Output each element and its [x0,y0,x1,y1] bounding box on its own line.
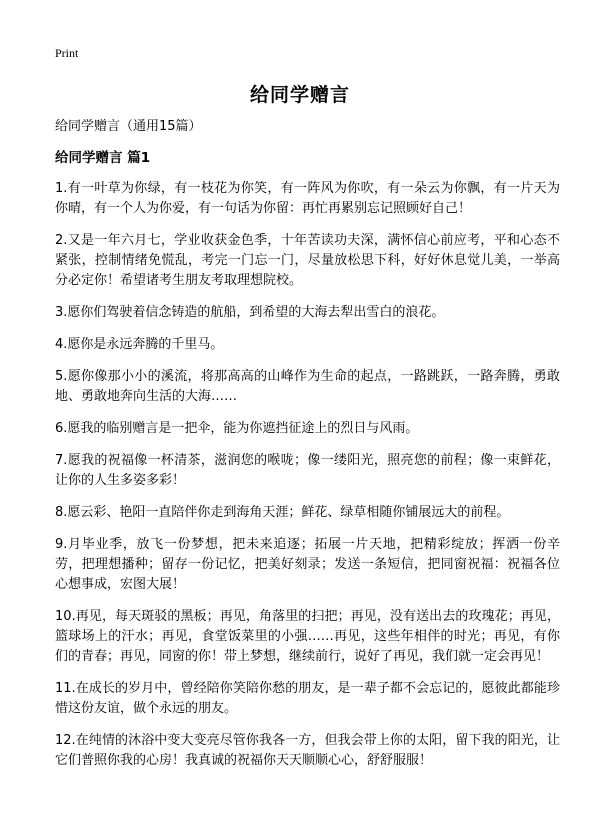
paragraph-7: 7.愿我的祝福像一杯清茶，滋润您的喉咙；像一缕阳光，照亮您的前程；像一束鲜花，让你的人生多姿多彩！ [55,453,560,488]
print-link[interactable]: Print [55,46,79,60]
paragraph-12: 12.在纯情的沐浴中变大变亮尽管你我各一方，但我会带上你的太阳，留下我的阳光，让它们普照你我的心房！我真诚的祝福你天天顺顺心心，舒舒服服！ [55,733,560,768]
paragraph-9: 9.月毕业季，放飞一份梦想，把未来追逐；拓展一片天地，把精彩绽放；挥洒一份辛劳，把理想播种；留存一份记忆，把美好刻录；发送一条短信，把同窗祝福：祝福各位心想事成，宏图大展！ [55,537,560,592]
section-heading: 给同学赠言 篇1 [55,150,151,166]
paragraph-1: 1.有一叶草为你绿，有一枝花为你笑，有一阵风为你吹，有一朵云为你飘，有一片天为你晴，有一个人为你爱，有一句话为你留：再忙再累别忘记照顾好自己！ [55,181,560,216]
paragraph-10: 10.再见，每天斑驳的黑板；再见，角落里的扫把；再见，没有送出去的玫瑰花；再见，篮球场上的汗水；再见，食堂饭菜里的小强……再见，这些年相伴的时光；再见，有你们的青春；再见，同窗的你！带上梦想，继续前行，说好了再见，我们就一定会再见！ [55,609,560,664]
paragraph-5: 5.愿你像那小小的溪流，将那高高的山峰作为生命的起点，一路跳跃，一路奔腾，勇敢地、勇敢地奔向生活的大海…… [55,369,560,404]
paragraph-11: 11.在成长的岁月中，曾经陪你笑陪你愁的朋友，是一辈子都不会忘记的，愿彼此都能珍惜这份友谊，做个永远的朋友。 [55,681,560,716]
paragraph-3: 3.愿你们驾驶着信念铸造的航船，到希望的大海去犁出雪白的浪花。 [55,305,445,320]
paragraph-6: 6.愿我的临别赠言是一把伞，能为你遮挡征途上的烈日与风雨。 [55,421,419,436]
paragraph-2: 2.又是一年六月七，学业收获金色季，十年苦读功夫深，满怀信心前应考，平和心态不紧张，控制情绪免慌乱，考完一门忘一门，尽量放松思下科，好好休息觉儿美，一举高分必定你！希望诸考生朋友考取理想院校。 [55,233,560,288]
paragraph-4: 4.愿你是永远奔腾的千里马。 [55,337,224,352]
paragraph-8: 8.愿云彩、艳阳一直陪伴你走到海角天涯；鲜花、绿草相随你铺展远大的前程。 [55,505,510,520]
document-body [55,118,560,783]
document-subtitle: 给同学赠言（通用15篇） [55,119,202,134]
page-title: 给同学赠言 [249,84,350,106]
